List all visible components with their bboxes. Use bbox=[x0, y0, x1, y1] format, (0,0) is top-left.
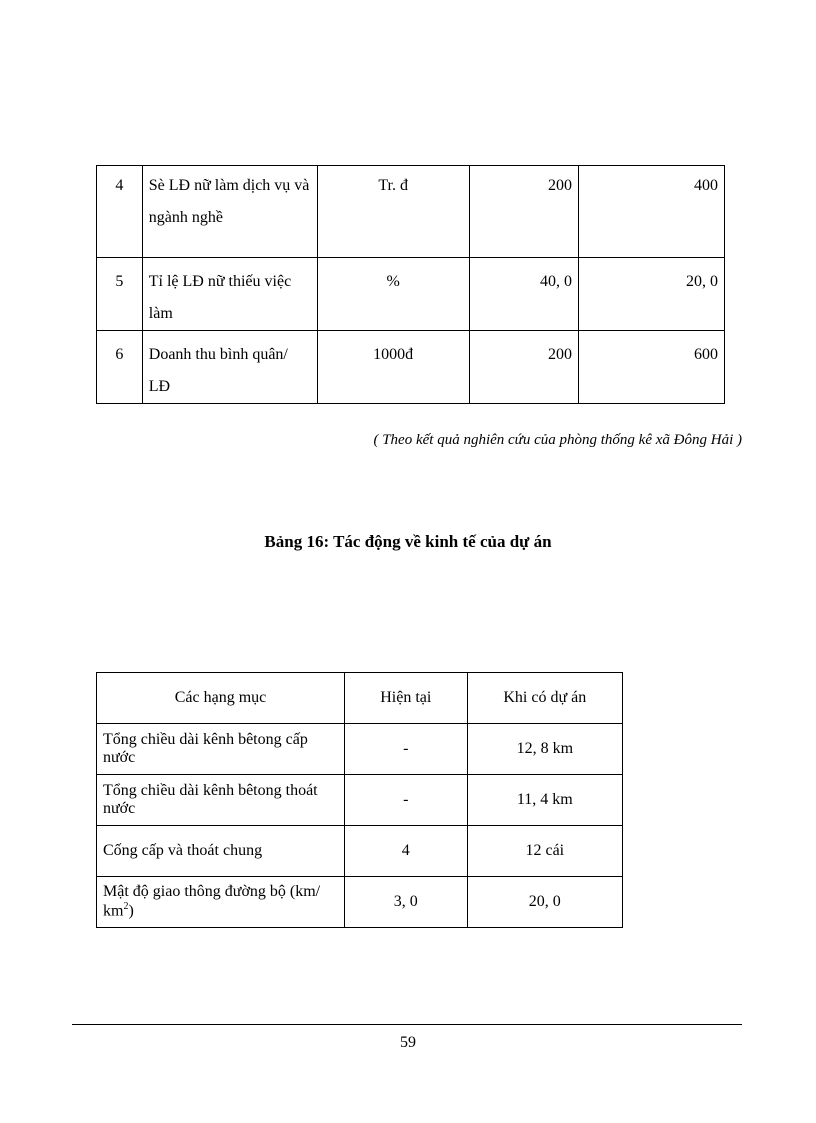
table-row bbox=[97, 258, 725, 331]
labor-table bbox=[96, 165, 725, 404]
row-item: Tỉ lệ LĐ nữ thiếu việc làm bbox=[142, 258, 317, 331]
row-item: Tổng chiều dài kênh bêtong cấp nước bbox=[97, 724, 345, 775]
row-current: - bbox=[345, 775, 468, 826]
row-before-value: 200 bbox=[469, 331, 578, 404]
header-with-project: Khi có dự án bbox=[467, 673, 622, 724]
row-current: 3, 0 bbox=[345, 877, 468, 928]
row-unit: % bbox=[317, 258, 469, 331]
row-number: 5 bbox=[97, 258, 143, 331]
header-current: Hiện tại bbox=[345, 673, 468, 724]
row-item-text: Mật độ giao thông đường bộ (km/ km bbox=[103, 883, 321, 920]
row-unit: 1000đ bbox=[317, 331, 469, 404]
page-number: 59 bbox=[400, 1034, 416, 1051]
table-header-row bbox=[97, 673, 623, 724]
row-unit: Tr. đ bbox=[317, 166, 469, 258]
row-item bbox=[97, 877, 345, 928]
row-with-project: 12, 8 km bbox=[467, 724, 622, 775]
row-with-project: 20, 0 bbox=[467, 877, 622, 928]
table-row bbox=[97, 877, 623, 928]
table-row bbox=[97, 331, 725, 404]
row-after-value: 400 bbox=[579, 166, 725, 258]
row-item: Tổng chiều dài kênh bêtong thoát nước bbox=[97, 775, 345, 826]
source-note: ( Theo kết quả nghiên cứu của phòng thống kê xã Đông Hải ) bbox=[373, 432, 742, 448]
row-before-value: 40, 0 bbox=[469, 258, 578, 331]
row-item-suffix: ) bbox=[128, 902, 134, 920]
row-before-value: 200 bbox=[469, 166, 578, 258]
header-items: Các hạng mục bbox=[97, 673, 345, 724]
row-item: Doanh thu bình quân/ LĐ bbox=[142, 331, 317, 404]
table-row bbox=[97, 826, 623, 877]
economic-impact-table bbox=[96, 672, 623, 928]
row-current: - bbox=[345, 724, 468, 775]
row-number: 4 bbox=[97, 166, 143, 258]
footer-rule bbox=[72, 1024, 742, 1025]
table-row bbox=[97, 166, 725, 258]
table-row bbox=[97, 724, 623, 775]
row-item: Sè LĐ nữ làm dịch vụ và ngành nghề bbox=[142, 166, 317, 258]
table-row bbox=[97, 775, 623, 826]
row-with-project: 11, 4 km bbox=[467, 775, 622, 826]
table-caption: Bảng 16: Tác động về kinh tế của dự án bbox=[264, 532, 552, 551]
row-item: Cống cấp và thoát chung bbox=[97, 826, 345, 877]
superscript-exponent: 2 bbox=[123, 901, 129, 913]
row-with-project: 12 cái bbox=[467, 826, 622, 877]
row-number: 6 bbox=[97, 331, 143, 404]
row-after-value: 600 bbox=[579, 331, 725, 404]
row-current: 4 bbox=[345, 826, 468, 877]
row-after-value: 20, 0 bbox=[579, 258, 725, 331]
